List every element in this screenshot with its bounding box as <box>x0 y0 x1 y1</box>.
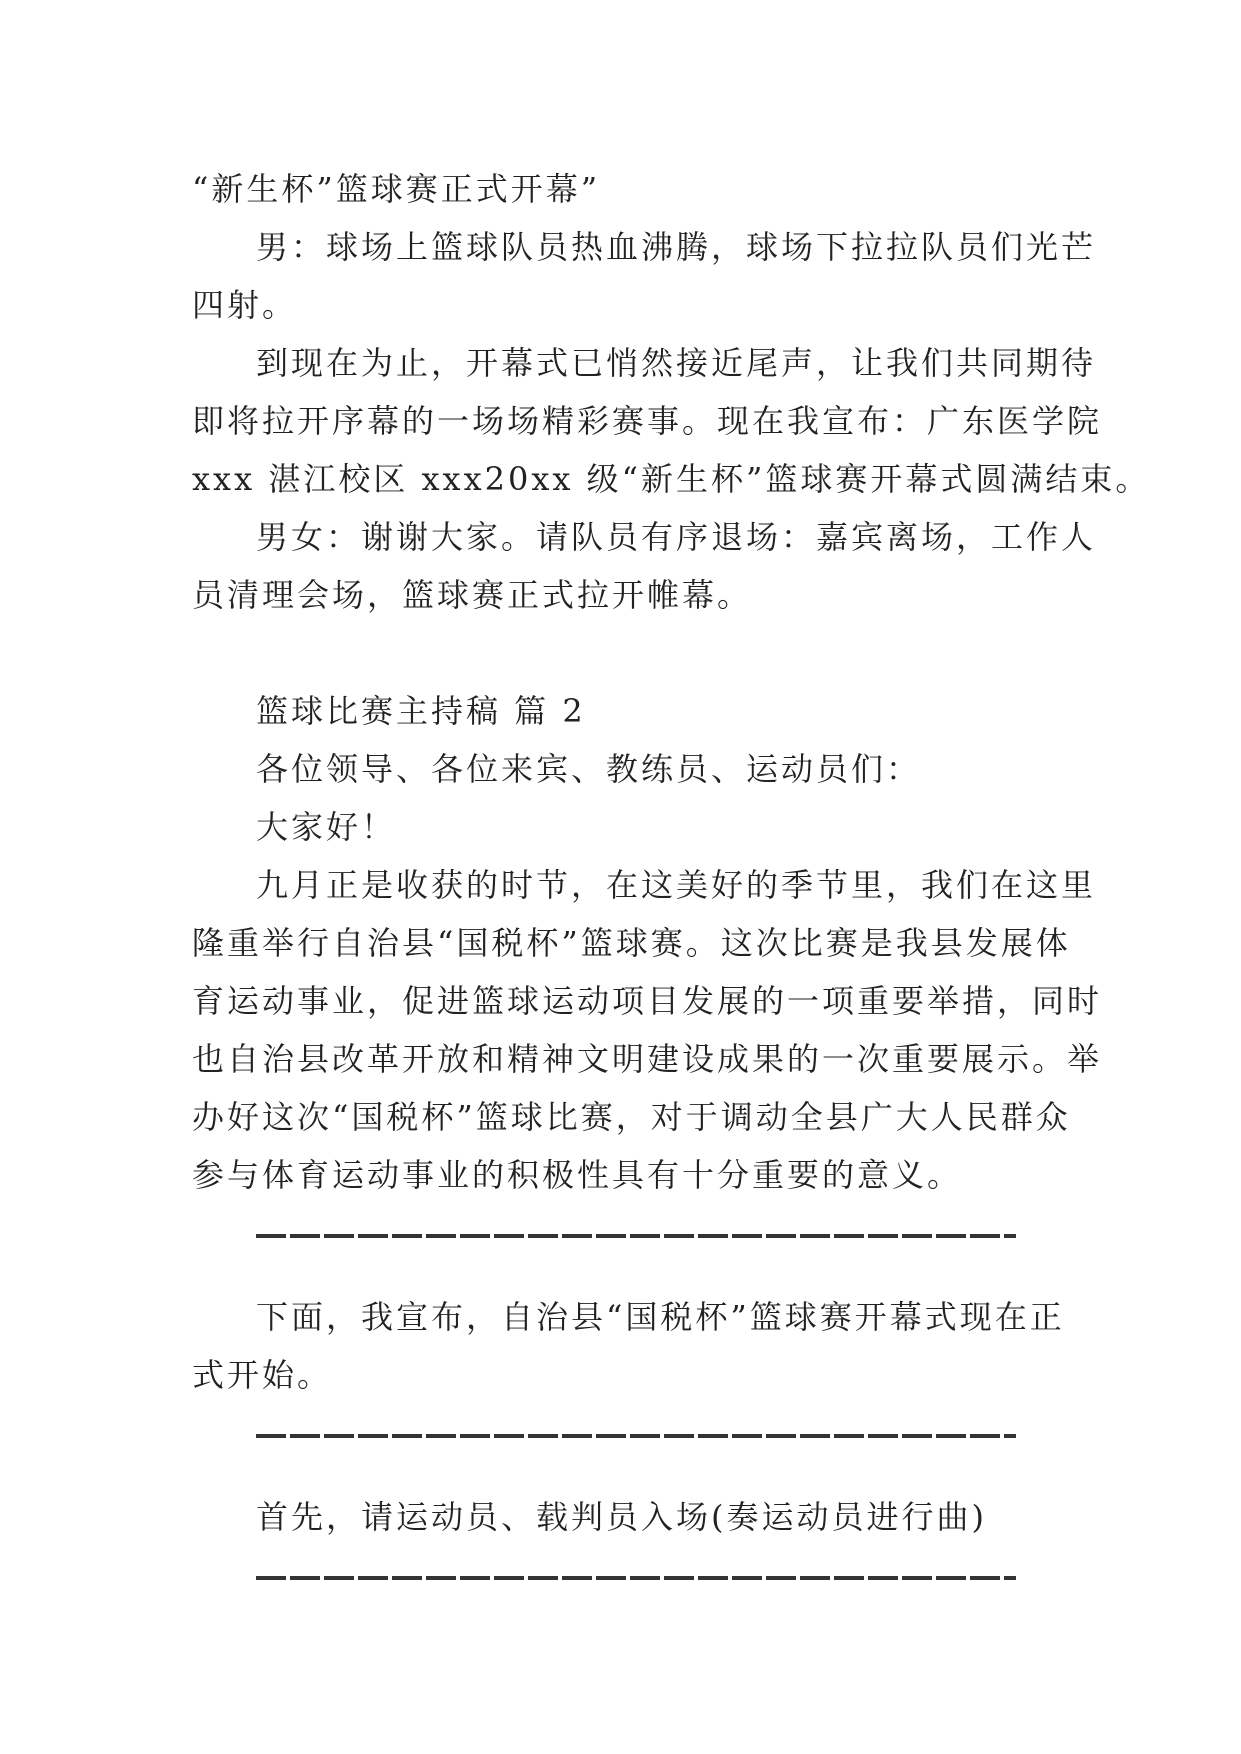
greeting-line: 大家好！ <box>256 808 397 846</box>
dash-divider <box>192 1404 1062 1462</box>
dash-divider-line <box>256 1434 1016 1438</box>
dash-divider <box>192 1204 1062 1262</box>
text-line: “新生杯”篮球赛正式开幕” <box>192 170 601 208</box>
paragraph-line: 即将拉开序幕的一场场精彩赛事。现在我宣布：广东医学院 <box>192 402 1103 440</box>
paragraph-line: 到现在为止，开幕式已悄然接近尾声，让我们共同期待 <box>256 344 1097 382</box>
paragraph-line: 也自治县改革开放和精神文明建设成果的一次重要展示。举 <box>192 1040 1103 1078</box>
paragraph-line: 育运动事业，促进篮球运动项目发展的一项重要举措，同时 <box>192 982 1103 1020</box>
paragraph-line: 四射。 <box>192 286 298 324</box>
document-body <box>192 160 1151 1604</box>
paragraph-line: 式开始。 <box>192 1356 333 1394</box>
paragraph-line: xxx 湛江校区 xxx20xx 级“新生杯”篮球赛开幕式圆满结束。 <box>192 460 1151 498</box>
paragraph-line: 办好这次“国税杯”篮球比赛，对于调动全县广大人民群众 <box>192 1098 1071 1136</box>
section-heading: 篮球比赛主持稿 篇 2 <box>256 692 586 730</box>
paragraph-line: 男女：谢谢大家。请队员有序退场：嘉宾离场，工作人 <box>256 518 1097 556</box>
paragraph-line: 男：球场上篮球队员热血沸腾，球场下拉拉队员们光芒 <box>256 228 1097 266</box>
paragraph-line: 隆重举行自治县“国税杯”篮球赛。这次比赛是我县发展体 <box>192 924 1071 962</box>
paragraph-line: 下面，我宣布，自治县“国税杯”篮球赛开幕式现在正 <box>256 1298 1065 1336</box>
dash-divider <box>192 1546 1062 1604</box>
paragraph-line: 首先，请运动员、载判员入场(奏运动员进行曲) <box>256 1498 987 1536</box>
paragraph-line: 参与体育运动事业的积极性具有十分重要的意义。 <box>192 1156 963 1194</box>
paragraph-line: 九月正是收获的时节，在这美好的季节里，我们在这里 <box>256 866 1097 904</box>
paragraph-line: 员清理会场，篮球赛正式拉开帷幕。 <box>192 576 753 614</box>
dash-divider-line <box>256 1576 1016 1580</box>
greeting-line: 各位领导、各位来宾、教练员、运动员们： <box>256 750 922 788</box>
dash-divider-line <box>256 1234 1016 1238</box>
